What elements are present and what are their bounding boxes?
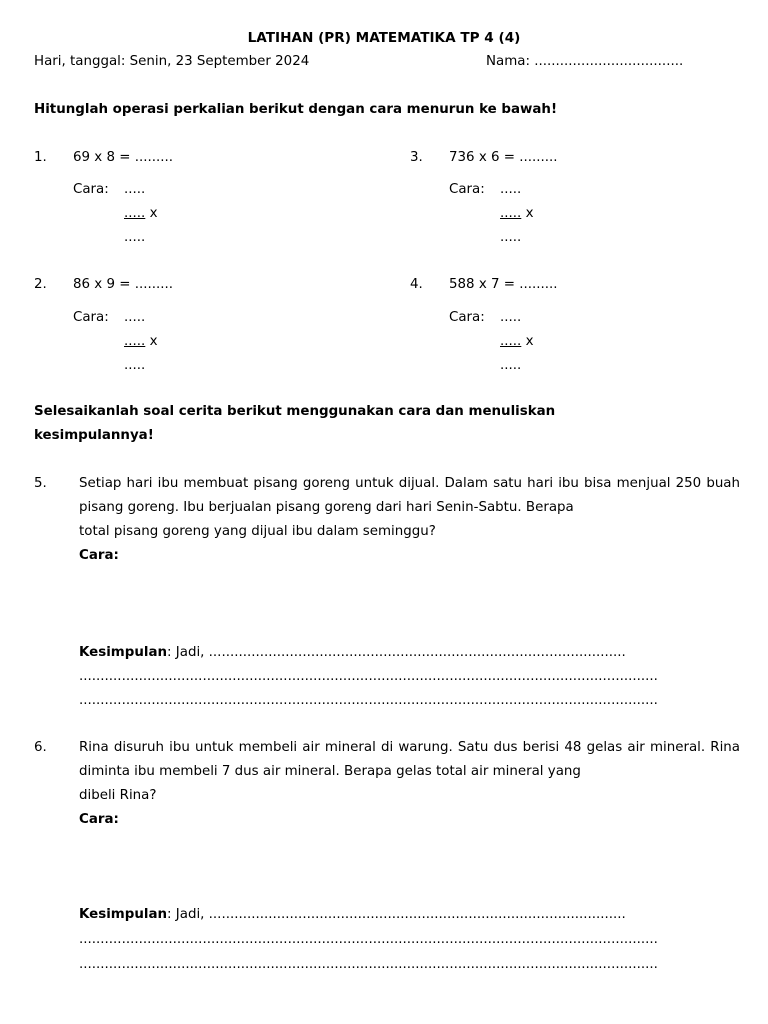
date-line: Hari, tanggal: Senin, 23 September 2024 (34, 54, 310, 69)
dots-line-2: ..... x (124, 206, 158, 221)
dots-line-1: ..... (124, 310, 146, 325)
dots-line-3: ..... (500, 358, 522, 373)
dots-line-2: ..... x (500, 206, 534, 221)
section2-instruction-line2: kesimpulannya! (34, 428, 154, 443)
problem-question: 69 x 8 = ......... (73, 150, 174, 165)
cara-label: Cara: (449, 310, 485, 325)
problem-number: 5. (34, 476, 47, 491)
problem-number: 2. (34, 277, 47, 292)
problem-number: 4. (410, 277, 423, 292)
answer-dotted-line: ........................................................................................................................................ (79, 693, 658, 708)
problem-number: 6. (34, 740, 47, 755)
dots-line-1: ..... (124, 182, 146, 197)
name-line: Nama: ................................... (486, 54, 684, 69)
problem-question: 736 x 6 = ......... (449, 150, 558, 165)
dots-line-1: ..... (500, 182, 522, 197)
problem-text (79, 736, 740, 808)
dots-line-2: ..... x (500, 334, 534, 349)
page-title: LATIHAN (PR) MATEMATIKA TP 4 (4) (247, 30, 521, 46)
kesimpulan-line: Kesimpulan: Jadi, .................................................................................................. (79, 907, 626, 922)
dots-line-3: ..... (124, 230, 146, 245)
problem-text (79, 472, 740, 544)
kesimpulan-line: Kesimpulan: Jadi, .................................................................................................. (79, 645, 626, 660)
cara-label: Cara: (79, 548, 119, 563)
answer-dotted-line: ........................................................................................................................................ (79, 957, 658, 972)
problem-text-main: Setiap hari ibu membuat pisang goreng untuk dijual. Dalam satu hari ibu bisa menjual 250 buah pisang goreng. Ibu berjualan pisang goreng dari hari Senin-Sabtu. Berapa (79, 476, 740, 515)
answer-dotted-line: ........................................................................................................................................ (79, 669, 658, 684)
problem-question: 588 x 7 = ......... (449, 277, 558, 292)
problem-text-last: total pisang goreng yang dijual ibu dalam seminggu? (79, 524, 436, 539)
dots-line-2: ..... x (124, 334, 158, 349)
problem-text-main: Rina disuruh ibu untuk membeli air mineral di warung. Satu dus berisi 48 gelas air mineral. Rina diminta ibu membeli 7 dus air mineral. Berapa gelas total air mineral yang (79, 740, 740, 779)
problem-number: 1. (34, 150, 47, 165)
cara-label: Cara: (79, 812, 119, 827)
cara-label: Cara: (73, 310, 109, 325)
problem-question: 86 x 9 = ......... (73, 277, 174, 292)
dots-line-1: ..... (500, 310, 522, 325)
problem-text-last: dibeli Rina? (79, 788, 157, 803)
dots-line-3: ..... (124, 358, 146, 373)
section2-instruction-line1: Selesaikanlah soal cerita berikut menggunakan cara dan menuliskan (34, 404, 556, 419)
section1-instruction: Hitunglah operasi perkalian berikut dengan cara menurun ke bawah! (34, 102, 558, 117)
answer-dotted-line: ........................................................................................................................................ (79, 932, 658, 947)
cara-label: Cara: (449, 182, 485, 197)
dots-line-3: ..... (500, 230, 522, 245)
problem-number: 3. (410, 150, 423, 165)
cara-label: Cara: (73, 182, 109, 197)
